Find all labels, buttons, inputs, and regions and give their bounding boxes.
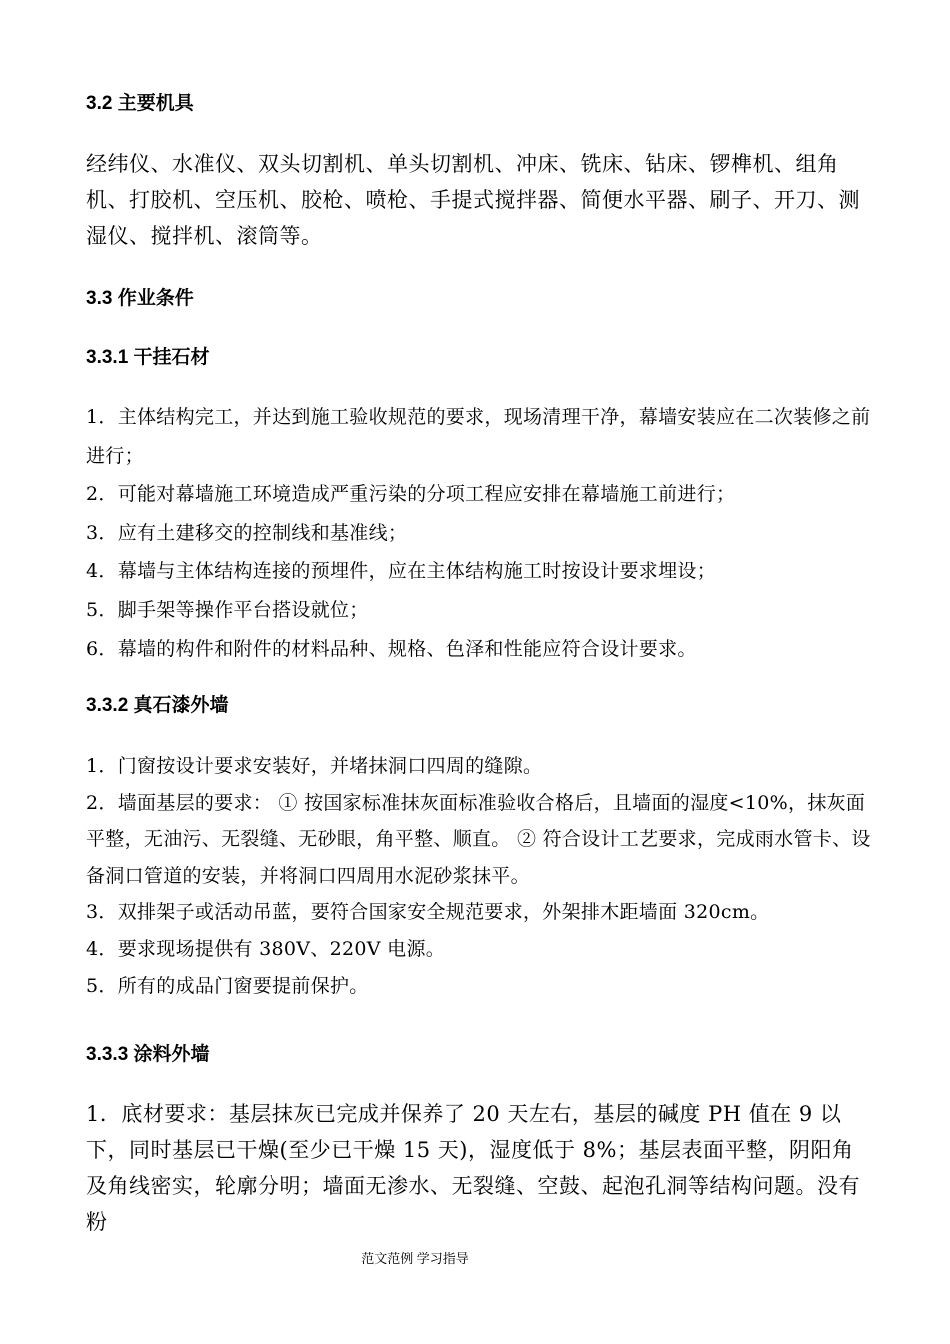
list-item: 6．幕墙的构件和附件的材料品种、规格、色泽和性能应符合设计要求。 — [86, 637, 697, 660]
list-item: 1．主体结构完工，并达到施工验收规范的要求，现场清理干净，幕墙安装应在二次装修之前进行； — [86, 406, 871, 467]
list-item: 3．应有土建移交的控制线和基准线； — [86, 521, 408, 544]
page-footer — [0, 1248, 950, 1267]
list-item: 5．脚手架等操作平台搭设就位； — [86, 598, 369, 621]
stone-paint-conditions-list — [86, 748, 876, 1004]
list-item: 4．幕墙与主体结构连接的预埋件，应在主体结构施工时按设计要求埋设； — [86, 560, 716, 583]
coating-wall-paragraph: 1．底材要求：基层抹灰已完成并保养了 20 天左右，基层的碱度 PH 值在 9 以下，同时基层已干燥(至少已干燥 15 天)，湿度低于 8%；基层表面平整，阴阳角及角线密实，轮廓分明；墙面无渗水、无裂缝、空鼓、起泡孔洞等结构问题。没有粉 — [86, 1102, 860, 1234]
footer-text: 范文范例 学习指导 — [361, 1251, 469, 1266]
list-item: 2．墙面基层的要求： ① 按国家标准抹灰面标准验收合格后，且墙面的湿度<10%，抹灰面平整，无油污、无裂缝、无砂眼，角平整、顺直。 ② 符合设计工艺要求，完成雨水管卡、设备洞口管道的安装，并将洞口四周用水泥砂浆抹平。 — [86, 791, 871, 887]
list-item: 5．所有的成品门窗要提前保护。 — [86, 974, 369, 997]
section-heading-3-3: 3.3 作业条件 — [86, 288, 194, 309]
section-heading-3-3-3: 3.3.3 涂料外墙 — [86, 1044, 210, 1065]
stone-cladding-conditions-list — [86, 398, 876, 668]
list-item: 3．双排架子或活动吊蓝，要符合国家安全规范要求，外架排木距墙面 320cm。 — [86, 901, 770, 924]
equipment-paragraph: 经纬仪、水准仪、双头切割机、单头切割机、冲床、铣床、钻床、锣榫机、组角机、打胶机、空压机、胶枪、喷枪、手提式搅拌器、简便水平器、刷子、开刀、测湿仪、搅拌机、滚筒等。 — [86, 152, 860, 248]
list-item: 2．可能对幕墙施工环境造成严重污染的分项工程应安排在幕墙施工前进行； — [86, 483, 736, 506]
section-heading-3-3-1: 3.3.1 干挂石材 — [86, 347, 210, 368]
section-heading-3-3-2: 3.3.2 真石漆外墙 — [86, 695, 229, 716]
section-heading-3-2: 3.2 主要机具 — [86, 93, 194, 114]
list-item: 4．要求现场提供有 380V、220V 电源。 — [86, 937, 446, 960]
list-item: 1．门窗按设计要求安装好，并堵抹洞口四周的缝隙。 — [86, 755, 543, 777]
